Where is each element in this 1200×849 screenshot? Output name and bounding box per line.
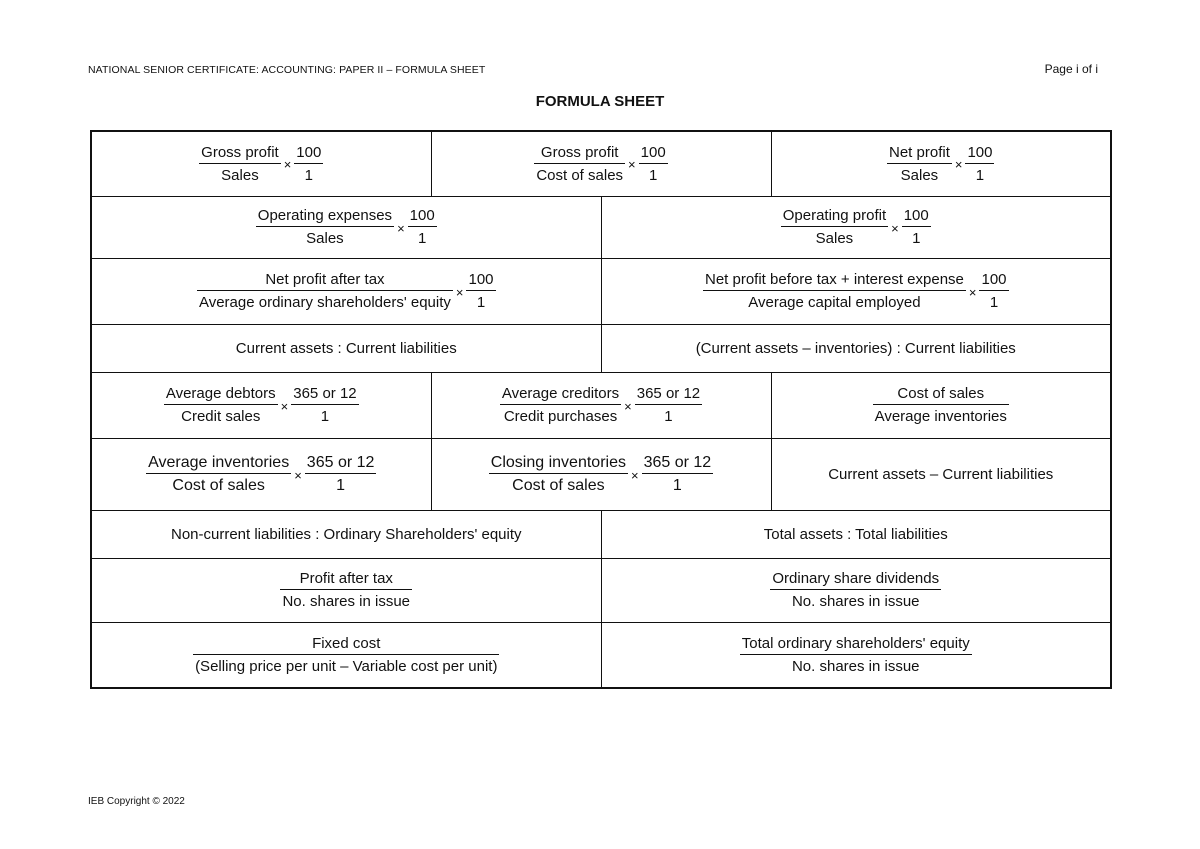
formula-return-on-equity: $\frac{\text{Net profit after tax}}{\text{Average ordinary shareholders' equity}}$ × $\frac{100}{1}$ bbox=[91, 258, 601, 324]
formula-creditors-payment-period: $\frac{\text{Average creditors}}{\text{Credit purchases}}$ × $\frac{365 or 12}{1}$ bbox=[431, 372, 771, 438]
formula-table bbox=[90, 130, 1112, 689]
header-left: NATIONAL SENIOR CERTIFICATE: ACCOUNTING: PAPER II – FORMULA SHEET bbox=[88, 64, 486, 76]
formula-debt-equity-ratio: Non-current liabilities : Ordinary Shareholders' equity bbox=[91, 510, 601, 558]
formula-stock-holding-period-closing: $\frac{\text{Closing inventories}}{\text{Cost of sales}}$ × $\frac{365 or 12}{1}$ bbox=[431, 438, 771, 510]
formula-gross-profit-sales: $\frac{\text{Gross profit}}{\text{Sales}}$ × $\frac{100}{1}$ bbox=[91, 131, 431, 196]
formula-earnings-per-share: $\frac{\text{Profit after tax}}{\text{No. shares in issue}}$ bbox=[91, 558, 601, 622]
formula-stock-turnover-rate: $\frac{\text{Cost of sales}}{\text{Average inventories}}$ bbox=[771, 372, 1111, 438]
formula-return-on-capital-employed: $\frac{\text{Net profit before tax + interest expense}}{\text{Average capital employed}}$ × $\frac{100}{1}$ bbox=[601, 258, 1111, 324]
formula-operating-profit-sales: $\frac{\text{Operating profit}}{\text{Sales}}$ × $\frac{100}{1}$ bbox=[601, 196, 1111, 258]
formula-break-even-point: $\frac{\text{Fixed cost}}{\text{(Selling price per unit – Variable cost per unit)}}$ bbox=[91, 622, 601, 688]
formula-operating-expenses-sales: $\frac{\text{Operating expenses}}{\text{Sales}}$ × $\frac{100}{1}$ bbox=[91, 196, 601, 258]
page-title: FORMULA SHEET bbox=[535, 93, 665, 110]
formula-net-asset-value-per-share: $\frac{\text{Total ordinary shareholders' equity}}{\text{No. shares in issue}}$ bbox=[601, 622, 1111, 688]
formula-gross-profit-cost-of-sales: $\frac{\text{Gross profit}}{\text{Cost of sales}}$ × $\frac{100}{1}$ bbox=[431, 131, 771, 196]
formula-current-ratio: Current assets : Current liabilities bbox=[91, 324, 601, 372]
formula-solvency-ratio: Total assets : Total liabilities bbox=[601, 510, 1111, 558]
formula-debtors-collection-period: $\frac{\text{Average debtors}}{\text{Credit sales}}$ × $\frac{365 or 12}{1}$ bbox=[91, 372, 431, 438]
formula-acid-test-ratio: (Current assets – inventories) : Current liabilities bbox=[601, 324, 1111, 372]
formula-working-capital: Current assets – Current liabilities bbox=[771, 438, 1111, 510]
formula-dividends-per-share: $\frac{\text{Ordinary share dividends}}{\text{No. shares in issue}}$ bbox=[601, 558, 1111, 622]
copyright-footer: IEB Copyright © 2022 bbox=[88, 796, 185, 807]
formula-net-profit-sales: $\frac{\text{Net profit}}{\text{Sales}}$ × $\frac{100}{1}$ bbox=[771, 131, 1111, 196]
page-number: Page i of i bbox=[1044, 62, 1098, 76]
formula-stock-holding-period-average: $\frac{\text{Average inventories}}{\text{Cost of sales}}$ × $\frac{365 or 12}{1}$ bbox=[91, 438, 431, 510]
